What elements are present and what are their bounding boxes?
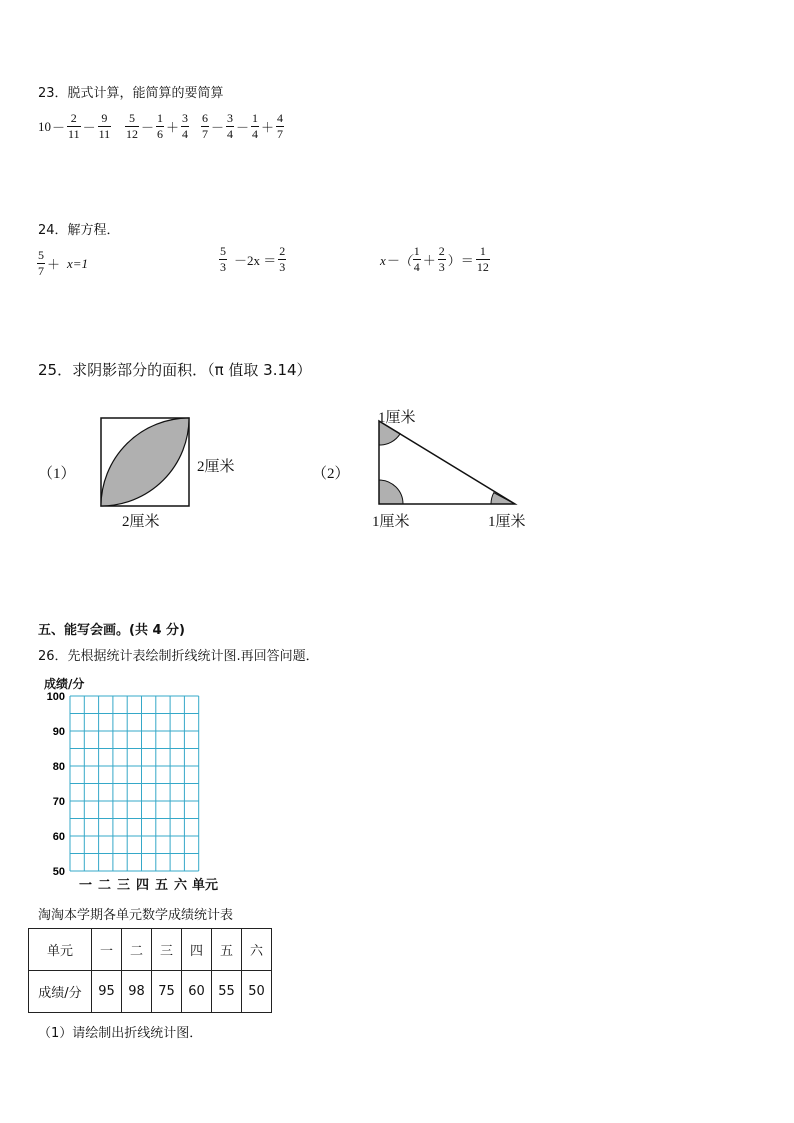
grid-lines xyxy=(70,696,199,871)
chart-y-label: 成绩/分 xyxy=(44,677,85,691)
y-tick-label: 60 xyxy=(52,831,65,843)
table-cell: 98 xyxy=(122,971,152,1013)
q23-expression-2: $\frac{5}{12}$ － $\frac{1}{6}$ ＋ $\frac{3}{4}$ xyxy=(126,111,189,141)
table-title: 淘淘本学期各单元数学成绩统计表 xyxy=(38,908,234,923)
q24-equation-1: $\frac{5}{7}$ ＋ x=1 xyxy=(38,248,89,278)
y-tick-labels xyxy=(47,691,65,878)
triangle-top-label: 1厘米 xyxy=(378,410,416,426)
triangle-left-label: 1厘米 xyxy=(372,514,410,530)
fraction: $\frac{1}{4}$ xyxy=(252,111,259,141)
y-tick-label: 90 xyxy=(52,726,65,738)
fraction: $\frac{5}{12}$ xyxy=(126,111,138,141)
fraction: $\frac{5}{3}$ xyxy=(220,244,226,274)
fraction: $\frac{2}{11}$ xyxy=(68,111,80,141)
q23-title: 23．脱式计算，能简算的要简算 xyxy=(38,86,224,101)
fraction: $\frac{3}{4}$ xyxy=(227,111,234,141)
score-table xyxy=(28,928,272,1013)
x-tick-label: 二 xyxy=(97,878,111,893)
table-cell: 95 xyxy=(92,971,122,1013)
x-unit-label: 单元 xyxy=(192,878,219,893)
fraction: $\frac{6}{7}$ xyxy=(202,111,208,141)
y-tick-label: 50 xyxy=(52,866,65,878)
x-tick-label: 四 xyxy=(135,878,149,893)
square-side-label: 2厘米 xyxy=(197,459,235,475)
table-cell: 四 xyxy=(182,929,212,971)
table-cell: 55 xyxy=(212,971,242,1013)
fraction: $\frac{9}{11}$ xyxy=(98,111,111,141)
equation-text: x=1 xyxy=(67,255,89,271)
q24-equation-3: x－（ $\frac{1}{4}$ ＋ $\frac{2}{3}$ ）＝ $\frac{1}{12}$ xyxy=(380,244,489,274)
x-tick-label: 六 xyxy=(173,878,187,893)
square-bottom-label: 2厘米 xyxy=(122,514,160,530)
x-tick-label: 五 xyxy=(154,878,168,893)
table-cell: 三 xyxy=(152,929,182,971)
q23-expression-1: 10 － $\frac{2}{11}$ － $\frac{9}{11}$ xyxy=(38,111,111,141)
figure-2-tag: （2） xyxy=(312,466,350,482)
fraction: $\frac{2}{3}$ xyxy=(438,244,445,274)
empty-line-chart-grid xyxy=(30,688,230,893)
table-cell: 50 xyxy=(242,971,272,1013)
fraction: $\frac{1}{4}$ xyxy=(413,244,420,274)
table-row xyxy=(29,971,272,1013)
x-tick-label: 三 xyxy=(116,878,130,893)
fraction: $\frac{5}{7}$ xyxy=(38,248,44,278)
x-tick-label: 一 xyxy=(78,878,92,893)
corner-sector xyxy=(379,480,403,504)
fraction: $\frac{2}{3}$ xyxy=(279,244,286,274)
y-tick-label: 80 xyxy=(52,761,65,773)
y-tick-label: 70 xyxy=(52,796,65,808)
q26-sub-question-1: （1）请绘制出折线统计图． xyxy=(38,1026,203,1041)
table-row xyxy=(29,929,272,971)
section-5-title: 五、能写会画。(共 4 分) xyxy=(38,623,185,638)
triangle-right-label: 1厘米 xyxy=(488,514,526,530)
q24-equation-2 xyxy=(218,245,287,274)
number: 10 xyxy=(38,118,51,134)
equation-text: －2x ＝ xyxy=(234,253,277,268)
q23-expression-3: $\frac{6}{7}$ － $\frac{3}{4}$ － $\frac{1}{4}$ ＋ $\frac{4}{7}$ xyxy=(202,111,284,141)
q26-title: 26．先根据统计表绘制折线统计图.再回答问题． xyxy=(38,649,319,664)
fraction: $\frac{1}{12}$ xyxy=(476,244,489,274)
q25-title: 25．求阴影部分的面积．（π 值取 3.14） xyxy=(38,361,312,379)
q24-title: 24．解方程． xyxy=(38,223,120,238)
y-tick-label: 100 xyxy=(46,691,65,703)
equation-text: x－（ xyxy=(380,253,412,268)
table-cell: 75 xyxy=(152,971,182,1013)
fraction: $\frac{3}{4}$ xyxy=(182,111,189,141)
table-cell: 一 xyxy=(92,929,122,971)
table-cell: 五 xyxy=(212,929,242,971)
fraction: $\frac{1}{6}$ xyxy=(157,111,164,141)
table-cell: 成绩/分 xyxy=(29,971,92,1013)
triangle-sectors-figure xyxy=(376,418,518,508)
table-cell: 60 xyxy=(182,971,212,1013)
chart-x-axis xyxy=(76,874,218,893)
square-leaf-figure xyxy=(100,417,192,507)
figure-1-tag: （1） xyxy=(38,466,76,482)
equation-text: ）＝ xyxy=(447,253,474,268)
fraction: $\frac{4}{7}$ xyxy=(277,111,284,141)
table-cell: 二 xyxy=(122,929,152,971)
table-cell: 单元 xyxy=(29,929,92,971)
table-cell: 六 xyxy=(242,929,272,971)
